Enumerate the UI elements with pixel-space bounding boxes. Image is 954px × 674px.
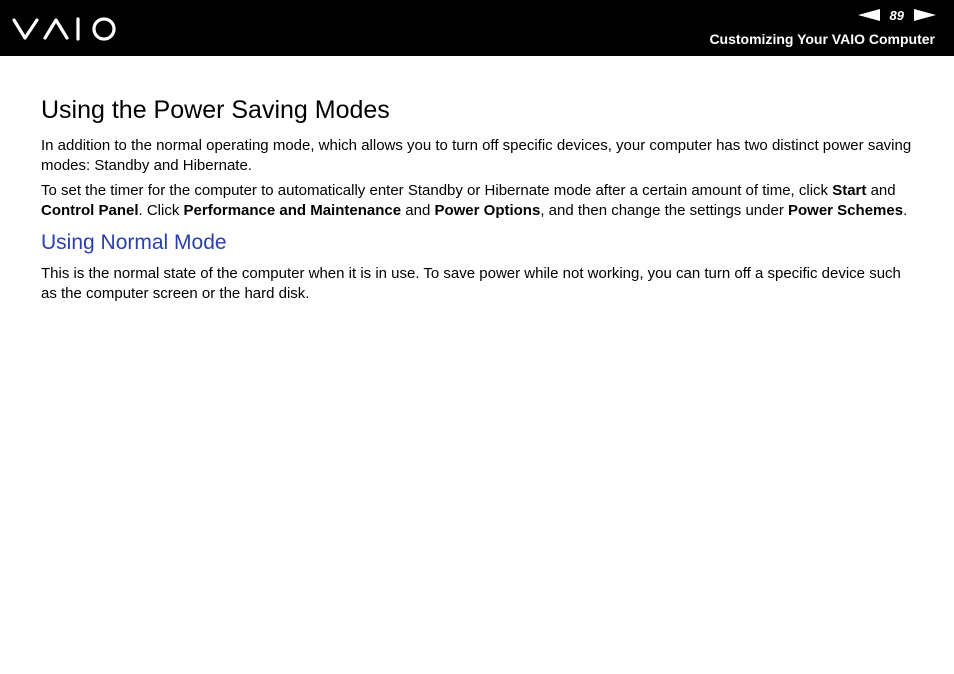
power-schemes-label: Power Schemes [788, 201, 904, 219]
text-segment: and [401, 201, 435, 219]
timer-instructions-paragraph [41, 181, 913, 220]
page-number: 89 [889, 7, 904, 23]
start-label: Start [832, 182, 867, 199]
control-panel-label: Control Panel [41, 201, 139, 219]
page-title: Using the Power Saving Modes [41, 96, 390, 124]
prev-page-arrow-icon[interactable] [858, 8, 880, 22]
intro-paragraph: In addition to the normal operating mode, which allows you to turn off specific devices, your computer has two distinct power saving modes: Standby and Hibernate. [41, 137, 912, 174]
text-segment: and [866, 182, 896, 199]
section-title: Customizing Your VAIO Computer [709, 31, 935, 47]
text-segment: . Click [138, 201, 184, 219]
page-navigation [858, 8, 936, 22]
text-segment: To set the timer for the computer to automatically enter Standby or Hibernate mode after a certain amount of time, click [41, 182, 833, 199]
text-segment: , and then change the settings under [540, 201, 788, 219]
normal-mode-paragraph: This is the normal state of the computer when it is in use. To save power while not working, you can turn off a specific device such as the computer screen or the hard disk. [41, 265, 901, 302]
performance-maintenance-label: Performance and Maintenance [183, 201, 402, 219]
subheading: Using Normal Mode [41, 231, 227, 254]
power-options-label: Power Options [434, 201, 541, 219]
page-header [0, 0, 954, 56]
next-page-arrow-icon[interactable] [914, 8, 936, 22]
page-content [41, 94, 913, 309]
vaio-logo [12, 13, 122, 45]
text-segment: . [903, 201, 908, 219]
